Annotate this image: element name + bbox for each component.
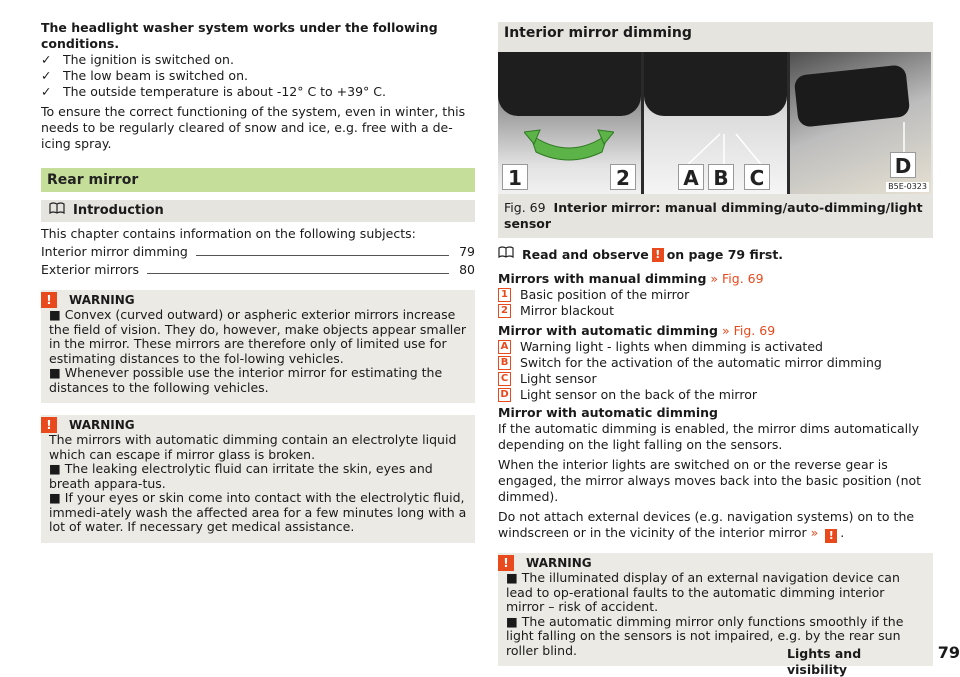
toc-leader xyxy=(196,255,449,256)
manual-heading: Mirrors with manual dimming » Fig. 69 xyxy=(498,271,764,286)
chapter-name: Lights and visibility xyxy=(787,646,862,677)
check-icon: ✓ xyxy=(41,84,52,99)
warning-item: The mirrors with automatic dimming contain an electrolyte liquid which can escape if mirror glass is broken. xyxy=(49,432,457,462)
callout-b: B xyxy=(708,164,734,190)
mirror-illustration xyxy=(498,52,641,116)
check-icon: ✓ xyxy=(41,68,52,83)
intro-title: Introduction xyxy=(73,203,164,218)
auto-heading: Mirror with automatic dimming » Fig. 69 xyxy=(498,323,776,338)
auto-section-heading: Mirror with automatic dimming xyxy=(498,405,719,420)
warning-item: ■ The automatic dimming mirror only functions smoothly if the light falling on the sensors is not impaired, e.g. by the rear sun roller blind. xyxy=(506,613,904,658)
auto-dimming-section xyxy=(498,323,933,403)
figure-link[interactable]: » Fig. 69 xyxy=(710,271,764,286)
key-badge: A xyxy=(498,340,511,354)
key-badge: C xyxy=(498,372,511,386)
toc-page: 80 xyxy=(459,262,475,277)
para-devices: Do not attach external devices (e.g. navigation systems) on to the windscreen or in the vicinity of the interior mirror » ! . xyxy=(498,509,915,542)
mirror-illustration xyxy=(794,64,911,127)
callout-c: C xyxy=(744,164,770,190)
warning-item: ■ If your eyes or skin come into contact with the electrolytic fluid, immedi-ately wash the affected area for a few minutes long with a lot of water. If necessary get medical assistance. xyxy=(49,490,467,534)
callout-2: 2 xyxy=(610,164,636,190)
mirror-illustration xyxy=(644,52,787,116)
dimming-arrow-icon xyxy=(524,122,614,162)
list-item: 2 Mirror blackout xyxy=(498,303,933,319)
warning-label: WARNING xyxy=(526,556,592,570)
warning-box-2 xyxy=(41,415,475,543)
key-badge: 2 xyxy=(498,304,511,318)
list-item: A Warning light - lights when dimming is activated xyxy=(498,339,933,355)
figure-panel-auto xyxy=(644,52,787,194)
toc-page: 79 xyxy=(459,244,475,259)
page-number: 79 xyxy=(937,643,960,662)
warning-label: WARNING xyxy=(69,293,135,307)
manual-dimming-section xyxy=(498,271,933,319)
washer-heading: The headlight washer system works under the following conditions. xyxy=(41,20,438,51)
auto-dimming-description xyxy=(498,405,933,453)
leader-lines-icon xyxy=(684,128,764,168)
para-lights: When the interior lights are switched on or the reverse gear is engaged, the mirror always moves back into the basic position (not dimmed). xyxy=(498,457,922,504)
list-item: B Switch for the activation of the automatic mirror dimming xyxy=(498,355,933,371)
book-icon xyxy=(498,246,514,263)
toc-row[interactable] xyxy=(41,244,475,260)
figure-box xyxy=(498,44,933,238)
figure-link[interactable]: » Fig. 69 xyxy=(722,323,776,338)
conditions-list xyxy=(41,52,475,100)
key-badge: B xyxy=(498,356,511,370)
list-item: 1 Basic position of the mirror xyxy=(498,287,933,303)
warning-label: WARNING xyxy=(69,418,135,432)
toc-leader xyxy=(147,273,449,274)
toc-row[interactable] xyxy=(41,262,475,278)
figure-caption-text: Interior mirror: manual dimming/auto-dimming/light sensor xyxy=(504,200,923,231)
figure-image xyxy=(498,52,931,194)
auto-section-text: If the automatic dimming is enabled, the mirror dims automatically depending on the light falling on the sensors. xyxy=(498,421,919,452)
toc-title: Exterior mirrors xyxy=(41,262,139,277)
section-title-interior-mirror: Interior mirror dimming xyxy=(498,22,933,44)
list-item: C Light sensor xyxy=(498,371,933,387)
toc-title: Interior mirror dimming xyxy=(41,244,188,259)
intro-header xyxy=(41,200,475,222)
warning-header xyxy=(498,555,925,571)
callout-a: A xyxy=(678,164,704,190)
figure-panel-manual xyxy=(498,52,641,194)
list-item: ✓ The outside temperature is about -12° C to +39° C. xyxy=(41,84,386,99)
figure-code: B5E-0323 xyxy=(888,182,927,191)
washer-note: To ensure the correct functioning of the system, even in winter, this needs to be regularly cleared of snow and ice, e.g. free with a de-icing spray. xyxy=(41,104,466,151)
warning-header xyxy=(41,417,467,433)
warning-link[interactable]: » xyxy=(810,525,819,540)
read-observe-note: Read and observe ! on page 79 first. xyxy=(498,246,933,263)
right-column xyxy=(498,22,933,666)
list-item: ✓ The ignition is switched on. xyxy=(41,52,234,67)
page-footer xyxy=(787,645,960,677)
warning-icon: ! xyxy=(41,292,57,308)
intro-text: This chapter contains information on the following subjects: xyxy=(41,226,416,241)
warning-item: ■ Whenever possible use the interior mirror for estimating the distances to the following vehicles. xyxy=(49,365,443,395)
section-title-rear-mirror: Rear mirror xyxy=(41,168,475,192)
check-icon: ✓ xyxy=(41,52,52,67)
callout-1: 1 xyxy=(502,164,528,190)
warning-icon: ! xyxy=(498,555,514,571)
callout-d: D xyxy=(890,152,916,178)
list-item: ✓ The low beam is switched on. xyxy=(41,68,248,83)
list-item: D Light sensor on the back of the mirror xyxy=(498,387,933,403)
warning-header xyxy=(41,292,467,308)
key-badge: 1 xyxy=(498,288,511,302)
warning-box-1 xyxy=(41,290,475,403)
warning-icon[interactable]: ! xyxy=(825,529,837,543)
figure-caption xyxy=(498,200,927,232)
warning-item: ■ The leaking electrolytic fluid can irritate the skin, eyes and breath appara-tus. xyxy=(49,461,433,491)
figure-panel-sensor xyxy=(790,52,931,194)
warning-icon[interactable]: ! xyxy=(652,248,664,262)
warning-item: ■ Convex (curved outward) or aspheric exterior mirrors increase the field of vision. They do, however, make objects appear smaller in the mirror. These mirrors are therefore only of limited use for estimating distances to the fol-lowing vehicles. xyxy=(49,307,467,366)
warning-item: ■ The illuminated display of an external navigation device can lead to op-erational faults to the automatic dimming interior mirror – risk of accident. xyxy=(506,570,900,614)
warning-icon: ! xyxy=(41,417,57,433)
left-column xyxy=(41,20,475,543)
figure-number: Fig. 69 xyxy=(504,200,546,215)
key-badge: D xyxy=(498,388,511,402)
book-icon xyxy=(49,200,65,222)
